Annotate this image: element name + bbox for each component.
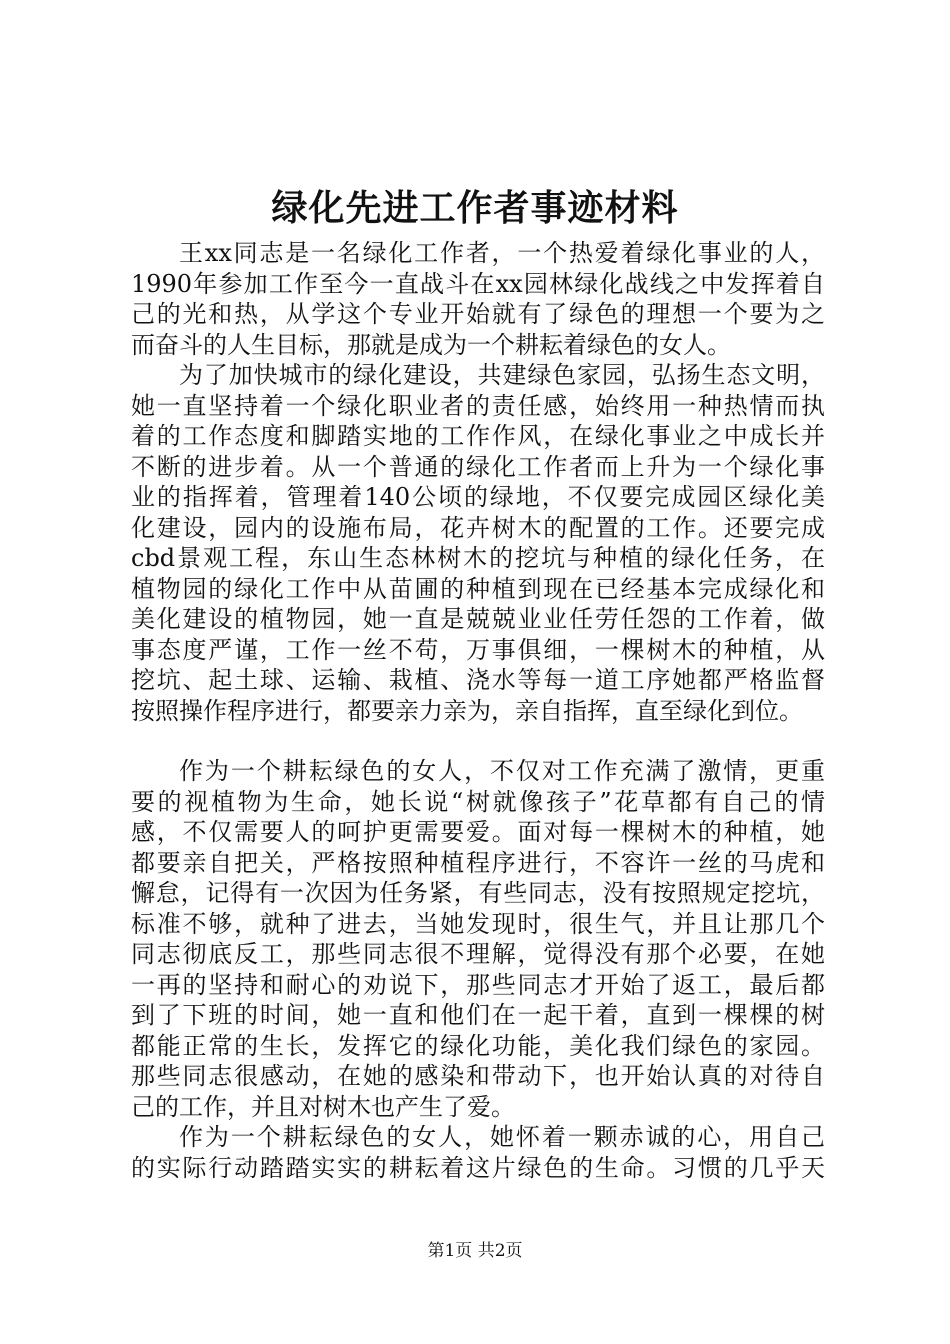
text-line: 为了加快城市的绿化建设，共建绿色家园，弘扬生态文明， bbox=[179, 361, 825, 389]
text-line: 王xx同志是一名绿化工作者，一个热爱着绿化事业的人， bbox=[179, 239, 825, 267]
text-line: 作为一个耕耘绿色的女人，她怀着一颗赤诚的心，用自己 bbox=[179, 1123, 825, 1151]
text-line: 感，不仅需要人的呵护更需要爱。面对每一棵树木的种植，她 bbox=[131, 818, 825, 846]
text-line: cbd景观工程，东山生态林树木的挖坑与种植的绿化任务，在 bbox=[131, 544, 825, 572]
text-line: 懈怠，记得有一次因为任务紧，有些同志，没有按照规定挖坑， bbox=[131, 879, 825, 907]
text-line: 1990年参加工作至今一直战斗在xx园林绿化战线之中发挥着自 bbox=[131, 269, 825, 298]
paragraph-2 bbox=[131, 360, 825, 726]
text-line: 都能正常的生长，发挥它的绿化功能，美化我们绿色的家园。 bbox=[131, 1031, 825, 1060]
text-line: 要的视植物为生命，她长说“树就像孩子”花草都有自己的情 bbox=[131, 787, 825, 816]
text-line: 同志彻底反工，那些同志很不理解，觉得没有那个必要，在她 bbox=[131, 940, 825, 968]
paragraph-1 bbox=[131, 238, 825, 360]
page-number-footer: 第1页 共2页 bbox=[427, 1241, 523, 1261]
text-line: 化建设，园内的设施布局，花卉树木的配置的工作。还要完成 bbox=[131, 513, 825, 542]
text-line: 事态度严谨，工作一丝不苟，万事俱细，一棵树木的种植，从 bbox=[131, 635, 825, 664]
text-line: 而奋斗的人生目标，那就是成为一个耕耘着绿色的女人。 bbox=[131, 330, 731, 359]
text-line: 己的工作，并且对树木也产生了爱。 bbox=[131, 1092, 515, 1121]
paragraph-4 bbox=[131, 1122, 825, 1183]
document-title: 绿化先进工作者事迹材料 bbox=[271, 187, 679, 229]
document-body bbox=[131, 238, 825, 1183]
text-line: 的实际行动踏踏实实的耕耘着这片绿色的生命。习惯的几乎天 bbox=[131, 1153, 825, 1182]
text-line: 着的工作态度和脚踏实地的工作作风，在绿化事业之中成长并 bbox=[131, 422, 825, 450]
text-line: 按照操作程序进行，都要亲力亲为，亲自指挥，直至绿化到位。 bbox=[131, 696, 803, 725]
text-line: 都要亲自把关，严格按照种植程序进行，不容许一丝的马虎和 bbox=[131, 848, 825, 877]
text-line: 到了下班的时间，她一直和他们在一起干着，直到一棵棵的树 bbox=[131, 1001, 825, 1029]
text-line: 挖坑、起土球、运输、栽植、浇水等每一道工序她都严格监督 bbox=[131, 666, 825, 694]
text-line: 不断的进步着。从一个普通的绿化工作者而上升为一个绿化事 bbox=[131, 452, 825, 481]
text-line: 那些同志很感动，在她的感染和带动下，也开始认真的对待自 bbox=[131, 1062, 825, 1090]
text-line: 她一直坚持着一个绿化职业者的责任感，始终用一种热情而执 bbox=[131, 391, 825, 420]
text-line: 标准不够，就种了进去，当她发现时，很生气，并且让那几个 bbox=[131, 909, 825, 938]
text-line: 业的指挥着，管理着140公顷的绿地，不仅要完成园区绿化美 bbox=[131, 483, 825, 511]
text-line: 一再的坚持和耐心的劝说下，那些同志才开始了返工，最后都 bbox=[131, 970, 825, 999]
text-line: 作为一个耕耘绿色的女人，不仅对工作充满了激情，更重 bbox=[179, 757, 825, 785]
text-line: 己的光和热，从学这个专业开始就有了绿色的理想一个要为之 bbox=[131, 300, 825, 328]
text-line: 美化建设的植物园，她一直是兢兢业业任劳任怨的工作着，做 bbox=[131, 605, 825, 633]
paragraph-3 bbox=[131, 756, 825, 1122]
text-line: 植物园的绿化工作中从苗圃的种植到现在已经基本完成绿化和 bbox=[131, 574, 825, 603]
